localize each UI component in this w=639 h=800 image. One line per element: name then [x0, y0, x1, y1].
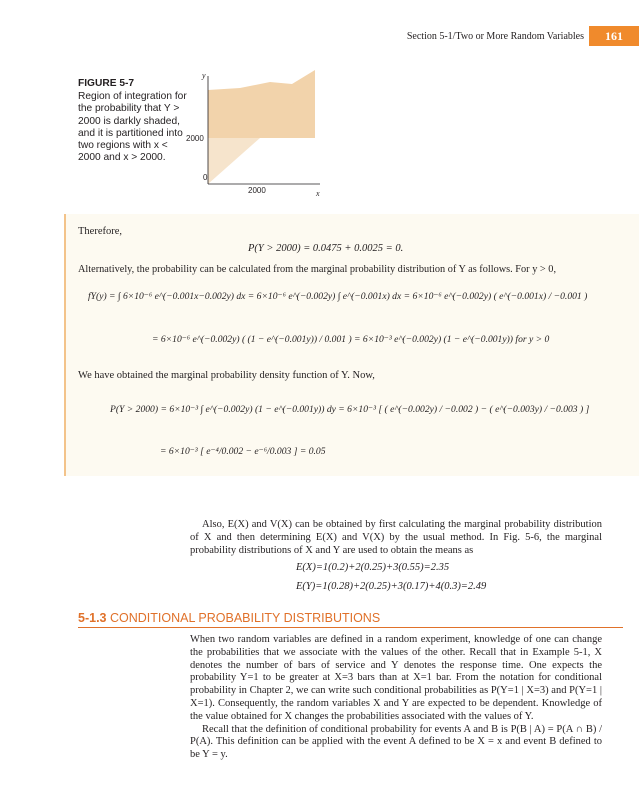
- y-axis-label: y: [202, 71, 206, 80]
- mean-x-equation: E(X)=1(0.2)+2(0.25)+3(0.55)=2.35: [296, 562, 450, 573]
- equation-3: = 6×10⁻⁶ e^(−0.002y) ( (1 − e^(−0.001y)) / 0.001 ) = 6×10⁻³ e^(−0.002y) (1 − e^(−0.001y)) for y > 0: [152, 334, 550, 345]
- figure-title: FIGURE 5-7: [78, 78, 135, 89]
- x-tick-label: 2000: [248, 186, 266, 195]
- paragraph-definition-text: Recall that the definition of conditional probability for events A and B is P(B | A) = P(A ∩ B) / P(A). This definition can be applied with the event A defined to be X = x and event B defined to be Y = y.: [190, 723, 602, 761]
- equation-4: P(Y > 2000) = 6×10⁻³ ∫ e^(−0.002y) (1 − e^(−0.001y)) dy = 6×10⁻³ [ ( e^(−0.002y) / −0.002 ) − ( e^(−0.003y) / −0.003 ) ]: [110, 404, 590, 415]
- section-rule: [78, 627, 623, 628]
- mean-y-equation: E(Y)=1(0.28)+2(0.25)+3(0.17)+4(0.3)=2.49: [296, 581, 487, 592]
- section-heading: [78, 611, 380, 625]
- section-number: 5-1.3: [78, 611, 107, 625]
- figure-caption: [78, 78, 188, 164]
- obtained-text: We have obtained the marginal probability density function of Y. Now,: [78, 370, 375, 381]
- light-shaded-region: [208, 138, 260, 184]
- origin-label: 0: [203, 173, 208, 182]
- running-head: Section 5-1/Two or More Random Variables: [406, 31, 584, 42]
- alternative-text: Alternatively, the probability can be calculated from the marginal probability distribution of Y as follows. For y > 0,: [78, 264, 557, 275]
- equation-5: = 6×10⁻³ [ e⁻⁴/0.002 − e⁻⁶/0.003 ] = 0.05: [160, 446, 326, 457]
- integration-region-plot: [180, 66, 330, 201]
- equation-2: fY(y) = ∫ 6×10⁻⁶ e^(−0.001x−0.002y) dx = 6×10⁻⁶ e^(−0.002y) ∫ e^(−0.001x) dx = 6×10⁻⁶ e^(−0.002y) ( e^(−0.001x) / −0.001 ): [88, 291, 588, 302]
- paragraph-means: [190, 519, 602, 557]
- x-axis-label: x: [316, 189, 320, 198]
- paragraph-conditional: [190, 634, 602, 762]
- paragraph-means-text: Also, E(X) and V(X) can be obtained by first calculating the marginal probability distribution of X and then determining E(X) and V(X) by the usual method. In Fig. 5-6, the marginal probability distributions of X and Y are used to obtain the means as: [190, 519, 602, 556]
- page-number: 161: [589, 26, 639, 46]
- y-tick-label: 2000: [186, 134, 204, 143]
- therefore-text: Therefore,: [78, 226, 123, 237]
- figure-caption-text: Region of integration for the probability that Y > 2000 is darkly shaded, and it is partitioned into two regions with x < 2000 and x > 2000.: [78, 91, 187, 164]
- equation-1: P(Y > 2000) = 0.0475 + 0.0025 = 0.: [248, 243, 404, 254]
- paragraph-conditional-text: When two random variables are defined in a random experiment, knowledge of one can change the probabilities that we associate with the values of the other. Recall that in Example 5-1, X denotes the number of bars of service and Y denotes the response time. One expects the probability Y=1 to be greater at X=3 bars than at X=1 bar. From the notation for conditional probability in Chapter 2, we can write such conditional probabilities as P(Y=1 | X=3) and P(Y=1 | X=1). Consequently, the random variables X and Y are expected to be dependent. Knowledge of the value obtained for X changes the probabilities associated with the values of Y.: [190, 634, 602, 722]
- page-header: [0, 0, 639, 48]
- section-title: CONDITIONAL PROBABILITY DISTRIBUTIONS: [109, 611, 381, 625]
